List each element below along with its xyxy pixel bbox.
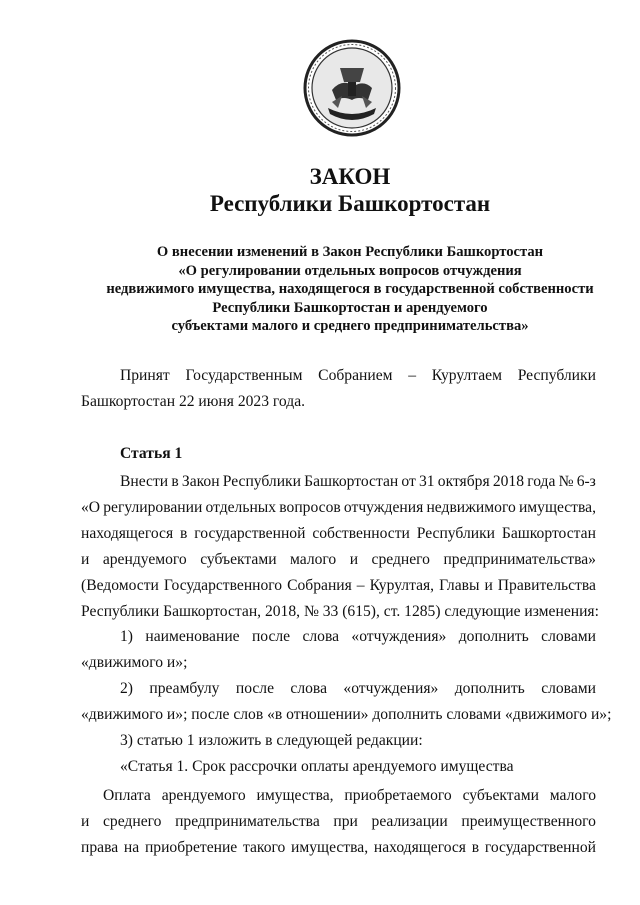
text-line xyxy=(81,521,596,547)
amendment-item-1 xyxy=(81,624,596,676)
word: в xyxy=(180,525,188,542)
word: такого xyxy=(242,839,286,856)
word: словами xyxy=(541,680,596,697)
word: собственности xyxy=(312,525,410,542)
text-line xyxy=(81,363,596,389)
word: вопросов xyxy=(279,499,341,516)
word: отчуждения xyxy=(343,499,424,516)
word: Государственного xyxy=(163,577,283,594)
word: при xyxy=(333,813,358,830)
word: слова xyxy=(302,628,340,645)
word: регулировании xyxy=(103,499,203,516)
word: в xyxy=(171,473,179,490)
quoted-article-paragraph xyxy=(81,783,596,861)
word: дополнить xyxy=(458,628,529,645)
word: – xyxy=(356,577,365,594)
word: № xyxy=(558,473,574,490)
text-line: Башкортостан 22 июня 2023 года. xyxy=(81,393,306,410)
word: после xyxy=(235,680,275,697)
word: Государственным xyxy=(185,367,303,384)
document-subtitle xyxy=(60,243,640,336)
word: находящегося xyxy=(81,525,174,542)
word: «О xyxy=(81,499,101,516)
word: Собранием xyxy=(318,367,393,384)
word: государственной xyxy=(194,525,306,542)
word: от xyxy=(401,473,416,490)
word: приобретение xyxy=(144,839,238,856)
text-line: «Статья 1. Срок рассрочки оплаты арендуемого имущества xyxy=(120,758,514,775)
word: 6-з xyxy=(576,473,596,490)
word: субъектами xyxy=(200,551,277,568)
word: имущества, xyxy=(518,499,596,516)
article-heading: Статья 1 xyxy=(120,445,183,462)
subtitle-line: недвижимого имущества, находящегося в государственной собственности xyxy=(106,281,594,297)
subtitle-line: О внесении изменений в Закон Республики Башкортостан xyxy=(156,244,544,260)
amendment-item-3 xyxy=(81,728,596,754)
word: Башкортостан xyxy=(501,525,596,542)
word: среднего xyxy=(102,813,162,830)
document-title: ЗАКОН xyxy=(309,164,391,189)
text-line xyxy=(81,469,596,495)
word: арендуемого xyxy=(102,551,187,568)
word: приобретаемого xyxy=(344,787,452,804)
word: (Ведомости xyxy=(81,577,159,594)
word: и xyxy=(81,551,90,568)
word: года xyxy=(527,473,556,490)
word: словами xyxy=(541,628,596,645)
word: «отчуждения» xyxy=(343,680,439,697)
word: и xyxy=(349,551,359,568)
text-line: «движимого и»; xyxy=(81,654,188,671)
text-line xyxy=(81,573,596,599)
text-line xyxy=(81,783,596,809)
word: Собрания xyxy=(287,577,352,594)
word: Курултаем xyxy=(431,367,502,384)
word: Оплата xyxy=(103,787,151,804)
word: малого xyxy=(549,787,596,804)
text-line xyxy=(81,835,596,861)
word: октября xyxy=(437,473,490,490)
word: Правительства xyxy=(497,577,596,594)
text-line: Республики Башкортостан, 2018, № 33 (615), ст. 1285) следующие изменения: xyxy=(81,603,599,620)
word: имущества, xyxy=(256,787,334,804)
word: права xyxy=(81,839,119,856)
word: преамбулу xyxy=(149,680,220,697)
word: – xyxy=(408,367,417,384)
word: Башкортостан xyxy=(304,473,399,490)
word: имущества, xyxy=(291,839,369,856)
word: государственной xyxy=(484,839,596,856)
subtitle-line: «О регулировании отдельных вопросов отчуждения xyxy=(178,262,522,279)
word: 31 xyxy=(419,473,435,490)
word: находящегося xyxy=(373,839,466,856)
word: после xyxy=(251,628,291,645)
word: Республики xyxy=(416,525,495,542)
word: арендуемого xyxy=(161,787,246,804)
quoted-article-heading xyxy=(81,754,596,780)
word: в xyxy=(471,839,480,856)
word: и xyxy=(81,813,90,830)
subtitle-line: Республики Башкортостан и арендуемого xyxy=(212,299,488,316)
word: 1) xyxy=(120,628,133,645)
word: 2) xyxy=(120,680,133,697)
word: Курултая, xyxy=(369,577,435,594)
word: Принят xyxy=(120,367,170,384)
text-line xyxy=(81,547,596,573)
word: 2018 xyxy=(492,473,525,490)
word: дополнить xyxy=(454,680,525,697)
text-line: «движимого и»; после слов «в отношении» дополнить словами «движимого и»; xyxy=(81,706,612,723)
adoption-note xyxy=(81,363,596,415)
word: предпринимательства» xyxy=(443,551,596,568)
word: преимущественного xyxy=(461,813,596,830)
text-line: 3) статью 1 изложить в следующей редакции: xyxy=(120,732,423,749)
word: Республики xyxy=(222,473,301,490)
word: на xyxy=(123,839,140,856)
word: среднего xyxy=(371,551,430,568)
article-paragraph xyxy=(81,469,599,625)
word: слова xyxy=(290,680,327,697)
text-line xyxy=(81,676,596,702)
word: малого xyxy=(290,551,337,568)
word: Республики xyxy=(517,367,596,384)
word: Внести xyxy=(120,473,169,490)
word: субъектами xyxy=(462,787,539,804)
amendment-item-2 xyxy=(81,676,612,728)
word: Закон xyxy=(181,473,220,490)
subtitle-line: субъектами малого и среднего предпринимательства» xyxy=(171,318,529,334)
word: предпринимательства xyxy=(175,813,320,830)
word: «отчуждения» xyxy=(351,628,447,645)
document-jurisdiction: Республики Башкортостан xyxy=(209,191,491,216)
word: и xyxy=(484,577,493,594)
word: Главы xyxy=(439,577,480,594)
word: реализации xyxy=(371,813,448,830)
word: отдельных xyxy=(205,499,277,516)
text-line xyxy=(81,809,596,835)
bashkortostan-coat-of-arms-icon xyxy=(302,38,402,138)
text-line xyxy=(81,624,596,650)
text-line xyxy=(81,495,596,521)
word: наименование xyxy=(145,628,240,645)
word: недвижимого xyxy=(426,499,516,516)
